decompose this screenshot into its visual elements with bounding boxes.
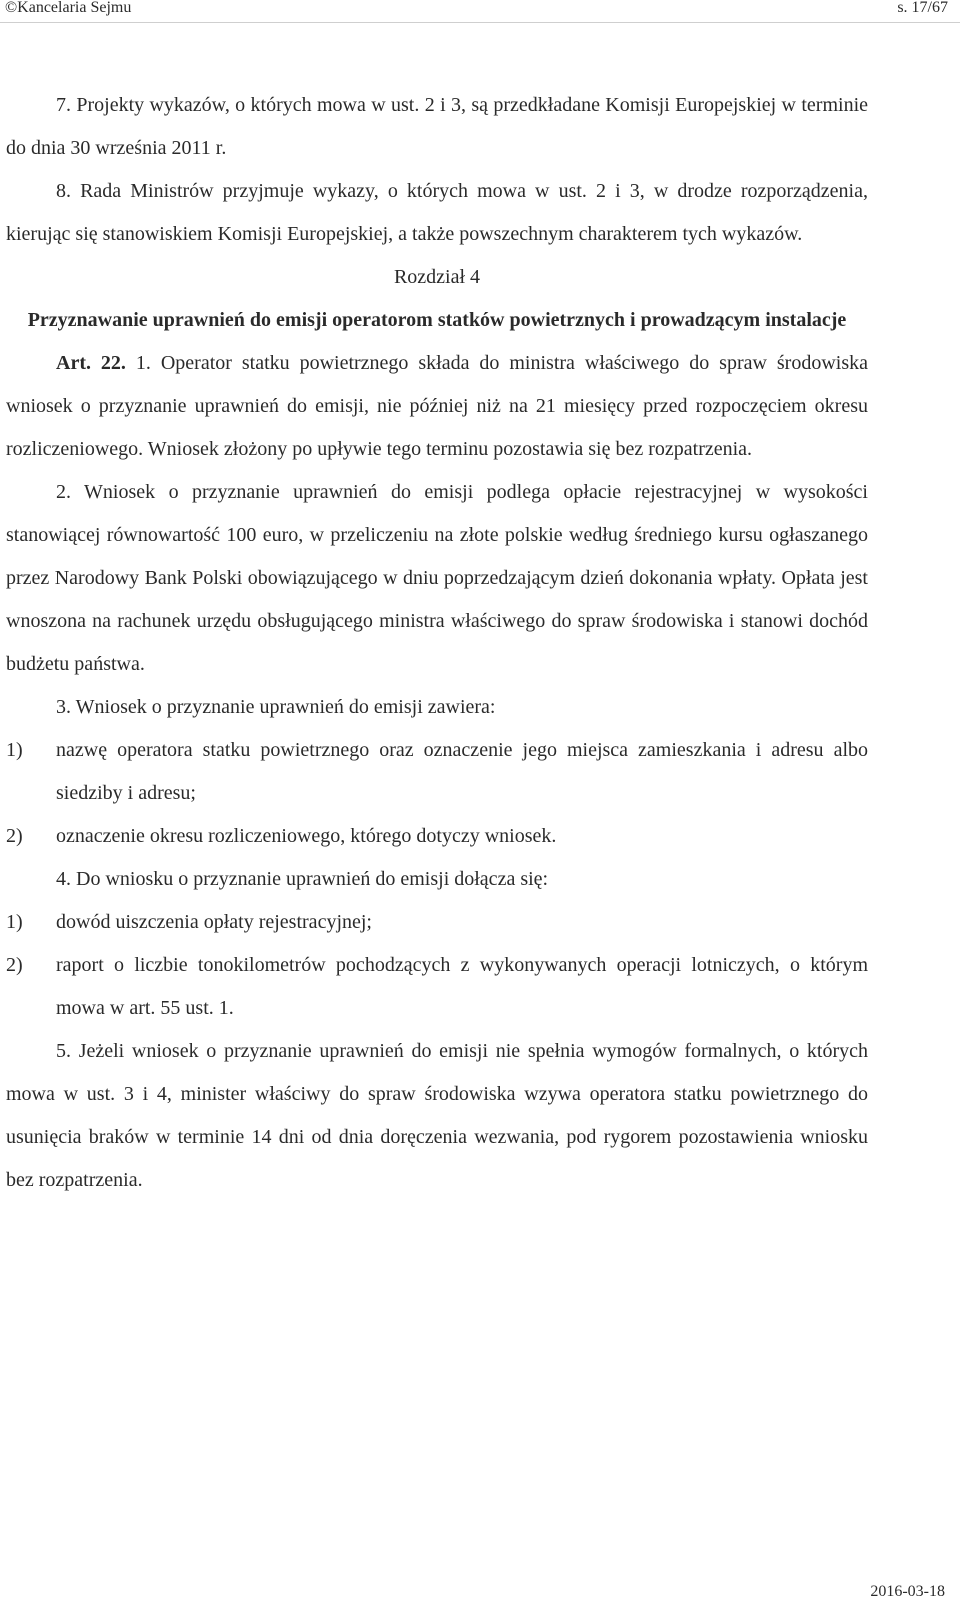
list-item	[6, 944, 868, 1030]
list-number: 1)	[6, 739, 23, 761]
article-label: Art. 22.	[56, 352, 126, 374]
article-paragraph-1	[6, 342, 868, 471]
footer-date: 2016-03-18	[870, 1583, 945, 1600]
page-header	[0, 0, 960, 22]
list-item	[6, 901, 868, 944]
paragraph-8: 8. Rada Ministrów przyjmuje wykazy, o których mowa w ust. 2 i 3, w drodze rozporządzenia, kierując się stanowiskiem Komisji Europejskiej, a także powszechnym charakterem tych wykazów.	[6, 180, 868, 245]
list-text: nazwę operatora statku powietrznego oraz oznaczenie jego miejsca zamieszkania i adresu albo siedziby i adresu;	[56, 739, 868, 804]
list-number: 2)	[6, 954, 23, 976]
header-divider	[0, 22, 960, 23]
page-number: s. 17/67	[897, 0, 948, 16]
list-number: 1)	[6, 911, 23, 933]
list-text: raport o liczbie tonokilometrów pochodzących z wykonywanych operacji lotniczych, o którym mowa w art. 55 ust. 1.	[56, 954, 868, 1019]
chapter-title: Przyznawanie uprawnień do emisji operatorom statków powietrznych i prowadzącym instalacje	[27, 309, 847, 331]
article-paragraph-5: 5. Jeżeli wniosek o przyznanie uprawnień do emisji nie spełnia wymogów formalnych, o których mowa w ust. 3 i 4, minister właściwy do spraw środowiska wzywa operatora statku powietrznego do usunięcia braków w terminie 14 dni od dnia doręczenia wezwania, pod rygorem pozostawienia wniosku bez rozpatrzenia.	[6, 1040, 868, 1191]
document-body	[6, 84, 868, 1202]
article-paragraph-4: 4. Do wniosku o przyznanie uprawnień do emisji dołącza się:	[56, 868, 549, 890]
list-text: oznaczenie okresu rozliczeniowego, którego dotyczy wniosek.	[56, 825, 557, 847]
list-number: 2)	[6, 825, 23, 847]
article-p1-text: 1. Operator statku powietrznego składa do ministra właściwego do spraw środowiska wniosek o przyznanie uprawnień do emisji, nie później niż na 21 miesięcy przed rozpoczęciem okresu rozliczeniowego. Wniosek złożony po upływie tego terminu pozostawia się bez rozpatrzenia.	[6, 352, 868, 460]
article-paragraph-2: 2. Wniosek o przyznanie uprawnień do emisji podlega opłacie rejestracyjnej w wysokości stanowiącej równowartość 100 euro, w przeliczeniu na złote polskie według średniego kursu ogłaszanego przez Narodowy Bank Polski obowiązującego w dniu poprzedzającym dzień dokonania wpłaty. Opłata jest wnoszona na rachunek urzędu obsługującego ministra właściwego do spraw środowiska i stanowi dochód budżetu państwa.	[6, 481, 868, 675]
publisher-label: ©Kancelaria Sejmu	[5, 0, 132, 16]
chapter-number: Rozdział 4	[393, 266, 481, 288]
list-item	[6, 815, 868, 858]
paragraph-7: 7. Projekty wykazów, o których mowa w ust. 2 i 3, są przedkładane Komisji Europejskiej w terminie do dnia 30 września 2011 r.	[6, 94, 868, 159]
list-text: dowód uiszczenia opłaty rejestracyjnej;	[56, 911, 372, 933]
list-item	[6, 729, 868, 815]
article-paragraph-3: 3. Wniosek o przyznanie uprawnień do emisji zawiera:	[56, 696, 496, 718]
